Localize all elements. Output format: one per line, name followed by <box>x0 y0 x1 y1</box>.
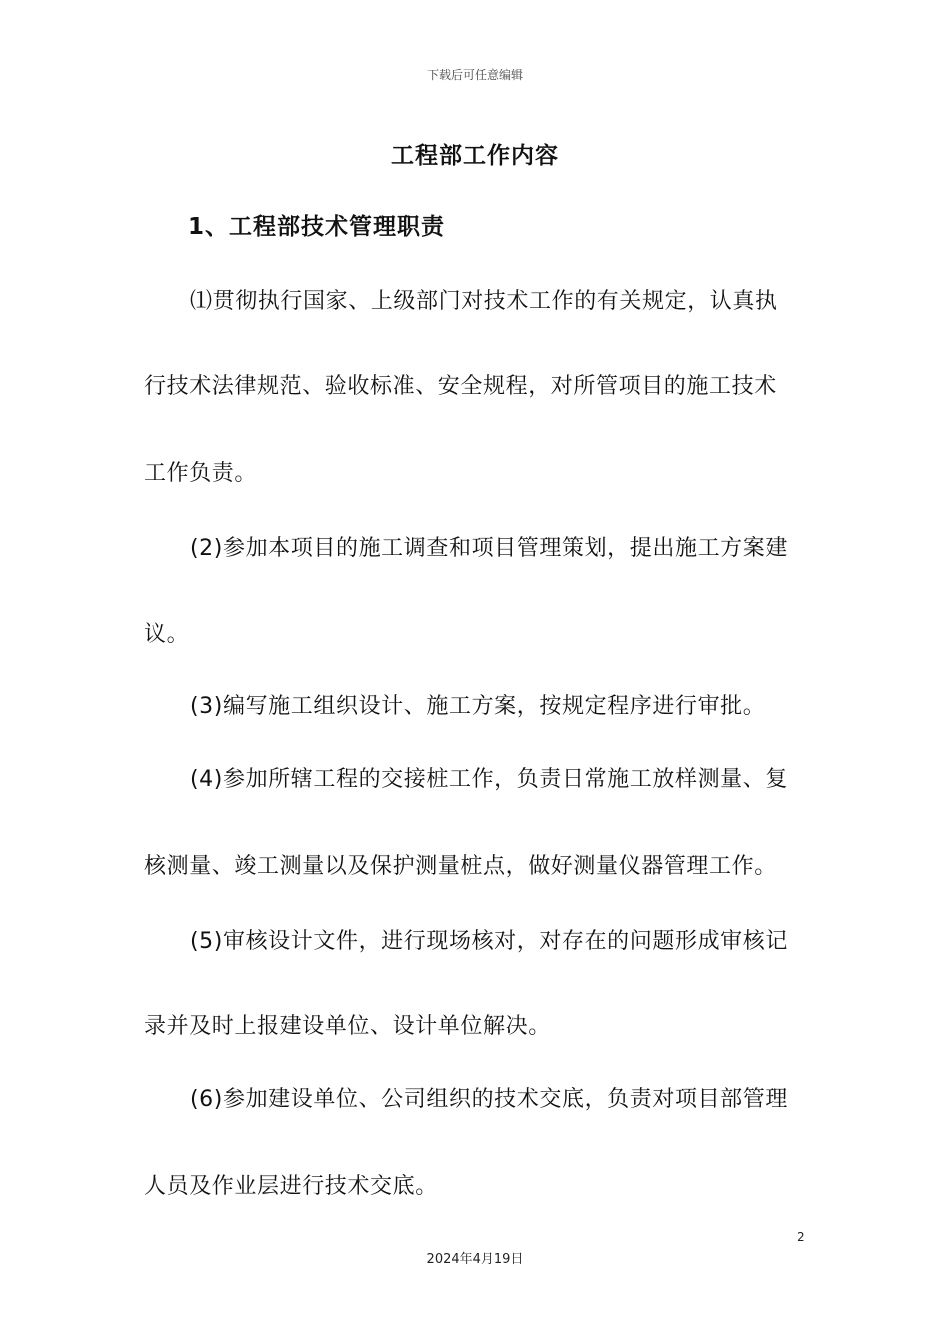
section-heading: 1、工程部技术管理职责 <box>188 214 446 240</box>
paragraph-3-line-1: (3)编写施工组织设计、施工方案，按规定程序进行审批。 <box>190 694 766 719</box>
paragraph-4-line-1: (4)参加所辖工程的交接桩工作，负责日常施工放样测量、复 <box>190 767 788 792</box>
paragraph-5-line-1: (5)审核设计文件，进行现场核对，对存在的问题形成审核记 <box>190 929 788 954</box>
paragraph-6-line-2: 人员及作业层进行技术交底。 <box>144 1174 438 1199</box>
document-title: 工程部工作内容 <box>391 143 559 169</box>
page-number: 2 <box>797 1230 805 1244</box>
paragraph-5-line-2: 录并及时上报建设单位、设计单位解决。 <box>144 1014 551 1039</box>
paragraph-2-line-2: 议。 <box>144 622 190 647</box>
paragraph-1-line-2: 行技术法律规范、验收标准、安全规程，对所管项目的施工技术 <box>144 374 777 399</box>
paragraph-6-line-1: (6)参加建设单位、公司组织的技术交底，负责对项目部管理 <box>190 1087 788 1112</box>
header-note: 下载后可任意编辑 <box>426 68 523 82</box>
footer-date: 2024年4月19日 <box>426 1252 524 1267</box>
paragraph-4-line-2: 核测量、竣工测量以及保护测量桩点，做好测量仪器管理工作。 <box>144 854 777 879</box>
paragraph-1-line-1: ⑴贯彻执行国家、上级部门对技术工作的有关规定，认真执 <box>190 289 778 314</box>
paragraph-1-line-3: 工作负责。 <box>144 461 258 486</box>
paragraph-2-line-1: (2)参加本项目的施工调查和项目管理策划，提出施工方案建 <box>190 536 788 561</box>
